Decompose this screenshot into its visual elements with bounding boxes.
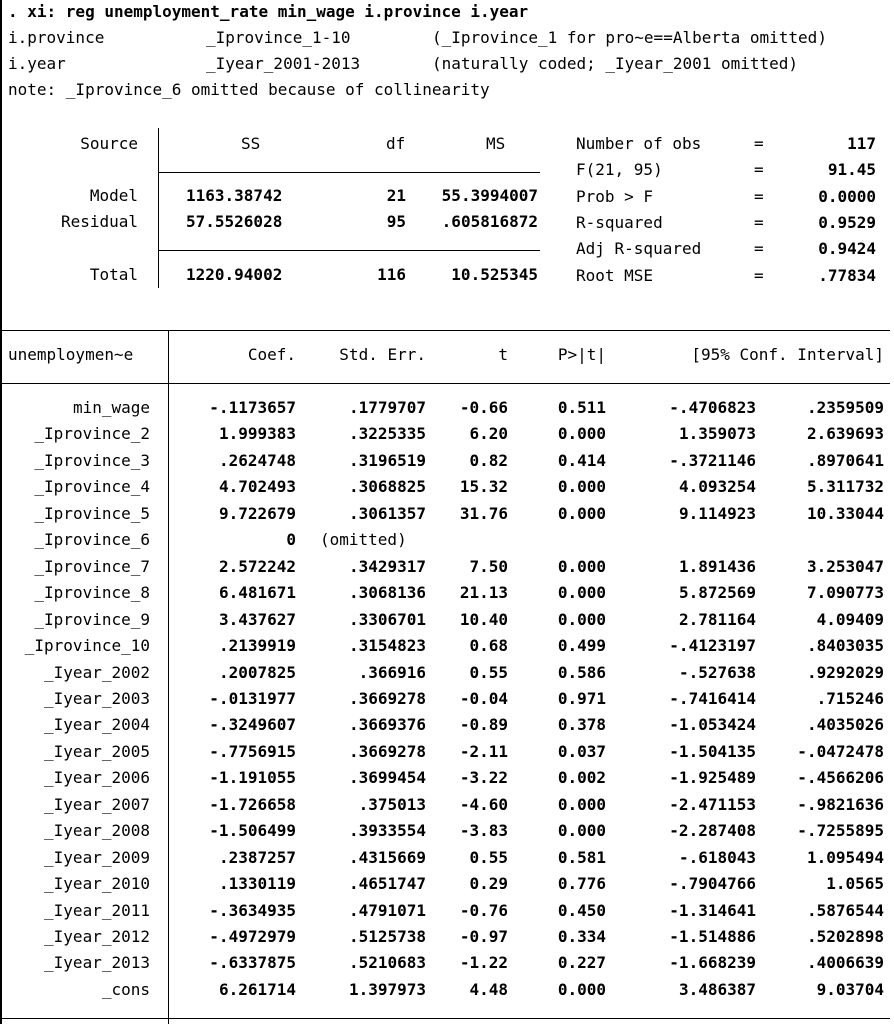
coef-cell-coef: -.3249607 bbox=[209, 715, 296, 735]
coef-cell-coef: .2007825 bbox=[218, 662, 296, 682]
stat-value: .77834 bbox=[818, 265, 876, 285]
coef-cell-t: 6.20 bbox=[469, 424, 508, 444]
coef-cell-hi: .4035026 bbox=[806, 715, 884, 735]
stat-value: 0.0000 bbox=[818, 186, 876, 206]
coef-header-coef: Coef. bbox=[247, 345, 296, 364]
anova-df-model: 21 bbox=[386, 186, 406, 205]
coef-row-name: _Iprovince_4 bbox=[34, 477, 150, 497]
anova-source-residual: Residual bbox=[60, 212, 138, 231]
coef-rule-header bbox=[2, 383, 890, 384]
stat-label: Adj R-squared bbox=[576, 239, 702, 259]
coef-cell-coef: -1.191055 bbox=[209, 768, 296, 788]
stat-value: 0.9424 bbox=[818, 239, 876, 259]
coef-cell-se: 1.397973 bbox=[348, 979, 426, 999]
stat-equals: = bbox=[754, 239, 764, 259]
coef-cell-hi: 4.09409 bbox=[816, 609, 884, 629]
xi-note-year: (naturally coded; _Iyear_2001 omitted) bbox=[432, 54, 799, 73]
stat-label: Root MSE bbox=[576, 265, 654, 285]
coef-cell-se: .3669278 bbox=[348, 741, 426, 761]
coef-row-name: _Iprovince_5 bbox=[34, 503, 150, 523]
coef-cell-p: 0.378 bbox=[557, 715, 606, 735]
coef-row-name: _Iyear_2008 bbox=[44, 821, 150, 841]
coef-cell-se: .3699454 bbox=[348, 768, 426, 788]
coef-cell-se: .3669278 bbox=[348, 688, 426, 708]
coef-cell-coef: -1.506499 bbox=[209, 821, 296, 841]
coef-cell-p: 0.000 bbox=[557, 821, 606, 841]
coef-cell-coef: .1330119 bbox=[218, 874, 296, 894]
anova-ms-residual: .605816872 bbox=[441, 212, 538, 231]
coef-row-name: _Iprovince_7 bbox=[34, 556, 150, 576]
coef-row-name: _Iyear_2009 bbox=[44, 847, 150, 867]
coef-cell-lo: -.3721146 bbox=[669, 450, 756, 470]
coef-cell-coef: .2139919 bbox=[218, 636, 296, 656]
coef-cell-se: .4315669 bbox=[348, 847, 426, 867]
coef-cell-p: 0.000 bbox=[557, 503, 606, 523]
coef-vertical-rule bbox=[168, 330, 169, 1024]
coef-cell-se: .3154823 bbox=[348, 636, 426, 656]
coef-cell-p: 0.499 bbox=[557, 636, 606, 656]
coef-cell-coef: 9.722679 bbox=[218, 503, 296, 523]
coef-cell-t: 15.32 bbox=[459, 477, 508, 497]
coef-cell-coef: -.6337875 bbox=[209, 953, 296, 973]
coef-cell-lo: -1.668239 bbox=[669, 953, 756, 973]
coef-cell-coef: .2624748 bbox=[218, 450, 296, 470]
stat-label: Number of obs bbox=[576, 134, 702, 153]
coef-cell-hi: 5.311732 bbox=[806, 477, 884, 497]
coef-cell-t: 0.29 bbox=[469, 874, 508, 894]
coef-cell-se: .3306701 bbox=[348, 609, 426, 629]
coef-cell-hi: -.9821636 bbox=[797, 794, 884, 814]
coef-cell-se: .3196519 bbox=[348, 450, 426, 470]
coef-cell-coef: 4.702493 bbox=[218, 477, 296, 497]
coef-cell-hi: .715246 bbox=[816, 688, 884, 708]
coef-cell-t: -1.22 bbox=[459, 953, 508, 973]
coef-cell-lo: -2.471153 bbox=[669, 794, 756, 814]
coef-depvar: unemploymen~e bbox=[8, 345, 134, 364]
coef-cell-se: .5125738 bbox=[348, 927, 426, 946]
coef-cell-p: 0.037 bbox=[557, 741, 606, 761]
coef-cell-coef: -.1173657 bbox=[209, 398, 296, 417]
coef-cell-coef: -.0131977 bbox=[209, 688, 296, 708]
coef-cell-hi: 9.03704 bbox=[816, 979, 884, 999]
stat-label: Prob > F bbox=[576, 186, 654, 206]
coef-row-name: _cons bbox=[101, 979, 150, 999]
coef-row-name: _Iprovince_8 bbox=[34, 583, 150, 603]
coef-cell-lo: 1.359073 bbox=[678, 424, 756, 444]
anova-source-total: Total bbox=[89, 265, 138, 284]
coef-cell-p: 0.000 bbox=[557, 794, 606, 814]
coef-cell-hi: .5876544 bbox=[806, 900, 884, 920]
stat-value: 0.9529 bbox=[818, 212, 876, 232]
coef-cell-lo: -.7416414 bbox=[669, 688, 756, 708]
coef-cell-se: .366916 bbox=[358, 662, 426, 682]
coef-cell-hi: 2.639693 bbox=[806, 424, 884, 444]
anova-vertical-rule bbox=[158, 128, 159, 288]
coef-cell-hi: 7.090773 bbox=[806, 583, 884, 603]
stat-equals: = bbox=[754, 265, 764, 285]
stat-value: 117 bbox=[847, 134, 876, 153]
coef-cell-lo: -1.925489 bbox=[669, 768, 756, 788]
anova-ms-total: 10.525345 bbox=[451, 265, 538, 284]
coef-cell-p: 0.511 bbox=[557, 398, 606, 417]
coef-cell-hi: 1.0565 bbox=[826, 874, 884, 894]
coef-cell-hi: .8970641 bbox=[806, 450, 884, 470]
coef-cell-t: -0.66 bbox=[459, 398, 508, 417]
coef-row-name: _Iyear_2007 bbox=[44, 794, 150, 814]
coef-row-name: _Iyear_2013 bbox=[44, 953, 150, 973]
coef-cell-lo: -2.287408 bbox=[669, 821, 756, 841]
coef-cell-t: 0.82 bbox=[469, 450, 508, 470]
xi-var-year: i.year bbox=[8, 54, 66, 73]
coef-row-name: _Iprovince_2 bbox=[34, 424, 150, 444]
coef-row-name: _Iprovince_10 bbox=[24, 636, 150, 656]
anova-df-total: 116 bbox=[377, 265, 406, 284]
coef-cell-t: -0.04 bbox=[459, 688, 508, 708]
coef-cell-lo: -.527638 bbox=[678, 662, 756, 682]
stat-equals: = bbox=[754, 160, 764, 180]
coef-cell-lo: -1.514886 bbox=[669, 927, 756, 946]
command-line: . xi: reg unemployment_rate min_wage i.province i.year bbox=[8, 2, 529, 21]
coef-cell-se: .3061357 bbox=[348, 503, 426, 523]
anova-source-model: Model bbox=[89, 186, 138, 205]
coef-cell-hi: 10.33044 bbox=[806, 503, 884, 523]
stat-value: 91.45 bbox=[827, 160, 876, 180]
coef-cell-lo: 9.114923 bbox=[678, 503, 756, 523]
coef-cell-hi: .9292029 bbox=[806, 662, 884, 682]
coef-cell-coef: 6.261714 bbox=[218, 979, 296, 999]
stat-equals: = bbox=[754, 186, 764, 206]
coef-cell-p: 0.000 bbox=[557, 979, 606, 999]
coef-cell-t: -3.83 bbox=[459, 821, 508, 841]
coef-rule-top bbox=[2, 330, 890, 331]
coef-cell-se: .3933554 bbox=[348, 821, 426, 841]
coef-cell-coef: 2.572242 bbox=[218, 556, 296, 576]
coef-cell-se: .375013 bbox=[358, 794, 426, 814]
coef-cell-coef: .2387257 bbox=[218, 847, 296, 867]
coef-cell-t: -4.60 bbox=[459, 794, 508, 814]
coef-cell-lo: 5.872569 bbox=[678, 583, 756, 603]
coef-cell-lo: -1.504135 bbox=[669, 741, 756, 761]
coef-cell-t: -0.76 bbox=[459, 900, 508, 920]
anova-header-ss: SS bbox=[241, 134, 261, 153]
coef-cell-t: 0.68 bbox=[469, 636, 508, 656]
xi-dummies-province: _Iprovince_1-10 bbox=[206, 28, 351, 47]
coef-row-name: _Iyear_2005 bbox=[44, 741, 150, 761]
coef-cell-se: .3429317 bbox=[348, 556, 426, 576]
coef-header-t: t bbox=[498, 345, 508, 364]
anova-rule-bottom bbox=[158, 250, 540, 251]
coef-row-name: _Iprovince_3 bbox=[34, 450, 150, 470]
coef-cell-t: -3.22 bbox=[459, 768, 508, 788]
coef-cell-se: .5210683 bbox=[348, 953, 426, 973]
coef-cell-hi: -.0472478 bbox=[797, 741, 884, 761]
coef-cell-coef: 0 bbox=[286, 530, 296, 550]
coef-row-name: _Iyear_2012 bbox=[44, 927, 150, 946]
coef-cell-lo: -.4706823 bbox=[669, 398, 756, 417]
coef-cell-p: 0.000 bbox=[557, 477, 606, 497]
coef-cell-t: 31.76 bbox=[459, 503, 508, 523]
coef-cell-coef: 3.437627 bbox=[218, 609, 296, 629]
coef-row-name: _Iyear_2011 bbox=[44, 900, 150, 920]
coef-header-se: Std. Err. bbox=[339, 345, 426, 364]
stat-label: R-squared bbox=[576, 212, 663, 232]
coef-cell-lo: 3.486387 bbox=[678, 979, 756, 999]
anova-rule-top bbox=[158, 172, 540, 173]
anova-ms-model: 55.3994007 bbox=[441, 186, 538, 205]
coef-rule-bottom bbox=[2, 1018, 890, 1019]
coef-cell-se: (omitted) bbox=[320, 530, 407, 550]
coef-cell-p: 0.000 bbox=[557, 424, 606, 444]
coef-row-name: _Iyear_2002 bbox=[44, 662, 150, 682]
coef-cell-lo: 4.093254 bbox=[678, 477, 756, 497]
coef-cell-t: -2.11 bbox=[459, 741, 508, 761]
coef-cell-t: 0.55 bbox=[469, 847, 508, 867]
coef-cell-p: 0.334 bbox=[557, 927, 606, 946]
anova-ss-residual: 57.5526028 bbox=[186, 212, 283, 231]
coef-cell-lo: -.618043 bbox=[678, 847, 756, 867]
coef-cell-p: 0.581 bbox=[557, 847, 606, 867]
collinearity-note: note: _Iprovince_6 omitted because of collinearity bbox=[8, 80, 490, 99]
coef-cell-hi: 3.253047 bbox=[806, 556, 884, 576]
coef-cell-coef: 1.999383 bbox=[218, 424, 296, 444]
xi-note-province: (_Iprovince_1 for pro~e==Alberta omitted) bbox=[432, 28, 827, 47]
coef-cell-p: 0.971 bbox=[557, 688, 606, 708]
stat-label: F(21, 95) bbox=[576, 160, 663, 180]
coef-cell-coef: 6.481671 bbox=[218, 583, 296, 603]
xi-dummies-year: _Iyear_2001-2013 bbox=[206, 54, 361, 73]
coef-cell-p: 0.414 bbox=[557, 450, 606, 470]
coef-cell-t: -0.97 bbox=[459, 927, 508, 946]
coef-cell-p: 0.450 bbox=[557, 900, 606, 920]
coef-cell-se: .4791071 bbox=[348, 900, 426, 920]
coef-cell-se: .3068825 bbox=[348, 477, 426, 497]
coef-cell-se: .3068136 bbox=[348, 583, 426, 603]
coef-cell-hi: .2359509 bbox=[806, 398, 884, 417]
coef-cell-p: 0.000 bbox=[557, 609, 606, 629]
coef-cell-p: 0.002 bbox=[557, 768, 606, 788]
coef-cell-coef: -.4972979 bbox=[209, 927, 296, 946]
coef-cell-hi: -.4566206 bbox=[797, 768, 884, 788]
coef-cell-p: 0.227 bbox=[557, 953, 606, 973]
coef-row-name: _Iyear_2003 bbox=[44, 688, 150, 708]
anova-header-ms: MS bbox=[486, 134, 506, 153]
coef-cell-p: 0.000 bbox=[557, 556, 606, 576]
coef-cell-hi: .8403035 bbox=[806, 636, 884, 656]
coef-row-name: _Iyear_2004 bbox=[44, 715, 150, 735]
anova-header-source: Source bbox=[80, 134, 138, 153]
coef-cell-hi: 1.095494 bbox=[806, 847, 884, 867]
xi-var-province: i.province bbox=[8, 28, 105, 47]
stat-equals: = bbox=[754, 212, 764, 232]
coef-header-ci: [95% Conf. Interval] bbox=[691, 345, 884, 364]
coef-cell-se: .4651747 bbox=[348, 874, 426, 894]
coef-cell-t: 7.50 bbox=[469, 556, 508, 576]
coef-cell-lo: -.4123197 bbox=[669, 636, 756, 656]
anova-ss-model: 1163.38742 bbox=[186, 186, 283, 205]
coef-cell-lo: -1.314641 bbox=[669, 900, 756, 920]
coef-cell-lo: -.7904766 bbox=[669, 874, 756, 894]
coef-cell-se: .3669376 bbox=[348, 715, 426, 735]
stat-equals: = bbox=[754, 134, 764, 153]
coef-cell-coef: -1.726658 bbox=[209, 794, 296, 814]
coef-cell-coef: -.7756915 bbox=[209, 741, 296, 761]
coef-cell-p: 0.000 bbox=[557, 583, 606, 603]
coef-cell-p: 0.586 bbox=[557, 662, 606, 682]
coef-cell-hi: -.7255895 bbox=[797, 821, 884, 841]
anova-ss-total: 1220.94002 bbox=[186, 265, 283, 284]
coef-cell-t: 21.13 bbox=[459, 583, 508, 603]
coef-cell-t: 10.40 bbox=[459, 609, 508, 629]
anova-header-df: df bbox=[386, 134, 406, 153]
coef-cell-t: 4.48 bbox=[469, 979, 508, 999]
coef-row-name: _Iprovince_9 bbox=[34, 609, 150, 629]
coef-cell-coef: -.3634935 bbox=[209, 900, 296, 920]
coef-cell-lo: -1.053424 bbox=[669, 715, 756, 735]
coef-cell-se: .1779707 bbox=[348, 398, 426, 417]
coef-cell-hi: .4006639 bbox=[806, 953, 884, 973]
coef-cell-lo: 1.891436 bbox=[678, 556, 756, 576]
coef-cell-t: 0.55 bbox=[469, 662, 508, 682]
coef-cell-t: -0.89 bbox=[459, 715, 508, 735]
anova-df-residual: 95 bbox=[386, 212, 406, 231]
coef-cell-hi: .5202898 bbox=[806, 927, 884, 946]
coef-cell-p: 0.776 bbox=[557, 874, 606, 894]
coef-row-name: min_wage bbox=[72, 398, 150, 417]
coef-row-name: _Iyear_2010 bbox=[44, 874, 150, 894]
coef-row-name: _Iprovince_6 bbox=[34, 530, 150, 550]
coef-row-name: _Iyear_2006 bbox=[44, 768, 150, 788]
coef-cell-se: .3225335 bbox=[348, 424, 426, 444]
coef-cell-lo: 2.781164 bbox=[678, 609, 756, 629]
coef-header-p: P>|t| bbox=[557, 345, 606, 364]
